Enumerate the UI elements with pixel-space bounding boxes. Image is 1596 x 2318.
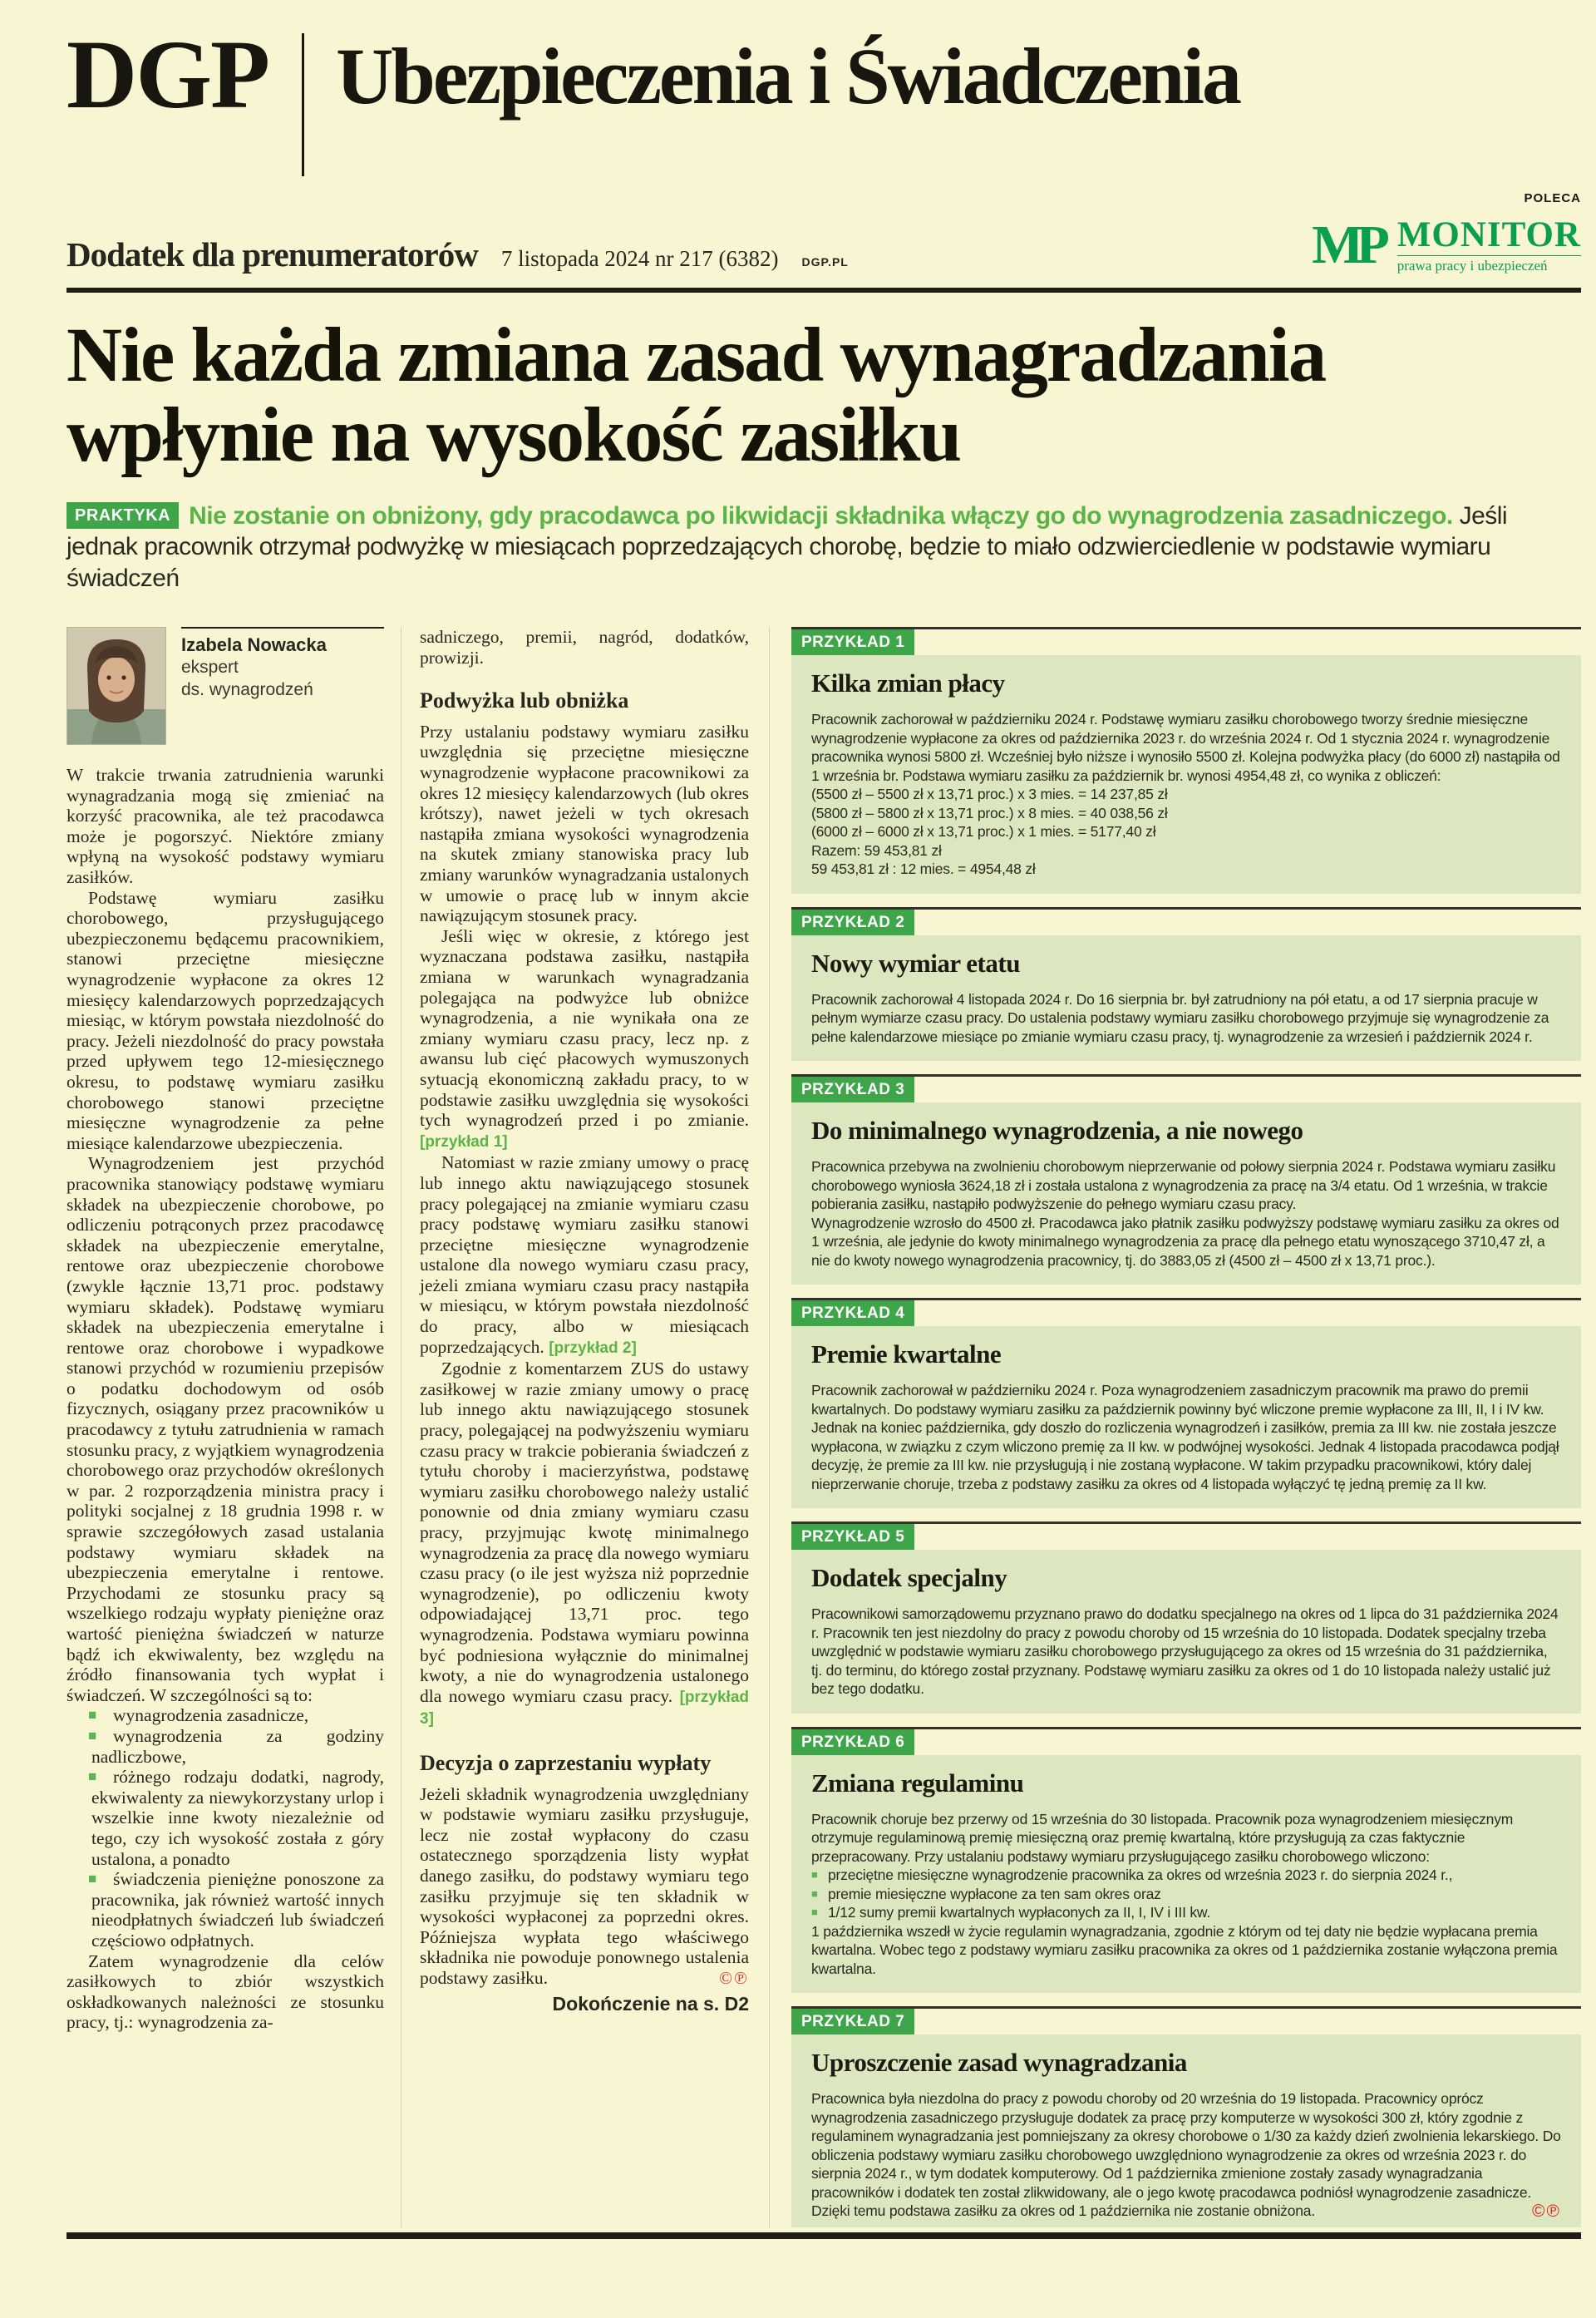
example-box-5 [791, 1521, 1581, 1714]
col2-paragraph-5: Jeżeli składnik wynagrodzenia uwzględniany w podstawie wymiaru zasiłku przysługuje, lecz nie został wypłacony do czasu ostatecznego sporządzenia listy wypłat danego zasiłku, do podstawy wymiaru tego zasiłku przyjmuje się ten składnik w wysokości wypłaconej za poprzedni okres. Późniejsza wypłata tego właściwego składnika nie powoduje ponownego ustalenia podstawy zasiłku. [420, 1783, 749, 1988]
author-role-1: ekspert [181, 657, 239, 677]
author-role-2: ds. wynagrodzeń [181, 679, 313, 699]
praktyka-badge: PRAKTYKA [66, 502, 179, 529]
example-box-7 [791, 2006, 1581, 2227]
column-2 [401, 627, 770, 2227]
example-6-body: Pracownik choruje bez przerwy od 15 września do 30 listopada. Pracownik poza wynagrodzeniem miesięcznym otrzymuje regulaminową premię miesięczną oraz premię kwartalną, które przysługują za czas faktycznie przepracowany. Przy ustalaniu podstawy wymiaru przysługującego zasiłku chorobowego wliczono: [811, 1810, 1514, 1865]
col2-paragraph-1: Przy ustalaniu podstawy wymiaru zasiłku uwzględnia się przeciętne miesięczne wynagrodzenie wypłacone pracownikowi za okres 12 miesięcy kalendarzowych (lub okres krótszy), nawet jeżeli w tych okresach nastąpiła zmiana wysokości wynagrodzenia na skutek zmiany stanowiska pracy lub zmiany warunków wynagradzania ustalonych w umowie o pracę lub w innym akcie nawiązującym stosunek pracy. [420, 721, 749, 926]
footer-rule [66, 2232, 1581, 2239]
example-3-body2: Wynagrodzenie wzrosło do 4500 zł. Pracodawca jako płatnik zasiłku podwyższy podstawę wymiaru zasiłku za okres od 1 września, ale jedynie do kwoty minimalnego wynagrodzenia za pracę dla pełnego etatu wynoszącego 3710,47 zł, a nie do kwoty nowego wynagrodzenia pracownicy, tj. do 3883,05 zł (4500 zł – 4500 zł x 13,71 proc.). [811, 1214, 1559, 1269]
site-label: DGP.PL [801, 255, 849, 269]
example-5-badge: PRZYKŁAD 5 [791, 1524, 914, 1550]
example-2-title: Nowy wymiar etatu [811, 948, 1020, 978]
example-5-title: Dodatek specjalny [811, 1563, 1007, 1593]
col2-paragraph-4 [420, 1359, 749, 1730]
example-6-bullet-2: ■ premie miesięczne wypłacone za ten sam okres oraz [811, 1885, 1561, 1904]
col2-paragraph-0: sadniczego, premii, nagród, dodatków, prowizji. [420, 627, 749, 668]
section-title: Ubezpieczenia i Świadczenia [336, 32, 1239, 121]
col1-paragraph-3: Wynagrodzeniem jest przychód pracownika stanowiący podstawę wymiaru składek na ubezpieczenie chorobowe, po odliczeniu potrąconych przez pracodawcę składek na ubezpieczenie emerytalne, rentowe oraz ubezpieczenie chorobowe (zwykle łącznie 13,71 proc. podstawy wymiaru składek). Podstawę wymiaru składek na ubezpieczenia emerytalne i rentowe oraz chorobowe i wypadkowe stanowi przychód w rozumieniu przepisów o podatku dochodowym od osób fizycznych, osiągany przez pracowników u pracodawcy z tytułu zatrudnienia w ramach stosunku pracy, z wyjątkiem wynagrodzenia chorobowego oraz przychodów określonych w par. 2 rozporządzenia ministra pracy i polityki socjalnej z 18 grudnia 1998 r. w sprawie szczegółowych zasad ustalania podstawy wymiaru składek na ubezpieczenia emerytalne i rentowe. Przychodami ze stosunku pracy są wszelkiego rodzaju wypłaty pieniężne oraz wartość pieniężna świadczeń w naturze bądź ich ekwiwalenty, bez względu na źródło finansowania tych wypłat i świadczeń. W szczególności są to: [66, 1153, 384, 1705]
header-rule [66, 288, 1581, 293]
lead-highlight: Nie zostanie on obniżony, gdy pracodawca po likwidacji składnika włączy go do wynagrodzenia zasadniczego. [189, 501, 1453, 530]
example-2-ref: [przykład 2] [549, 1339, 637, 1357]
col1-bullet-1: ■ wynagrodzenia zasadnicze, [66, 1705, 384, 1726]
example-3-body: Pracownica przebywa na zwolnieniu chorobowym nieprzerwanie od połowy sierpnia 2024 r. Podstawa wymiaru zasiłku chorobowego wyniosła 3624,18 zł i została ustalona z wynagrodzenia za pracę na 3/4 etatu. Od 1 września, w trakcie pobierania zasiłku, nastąpiło podwyższenie do pełnego wymiaru czasu pracy. [811, 1158, 1556, 1213]
col2-paragraph-3-text: Natomiast w razie zmiany umowy o pracę lub innego aktu nawiązującego stosunek pracy polegającej na zmianie wymiaru czasu pracy podstawę wymiaru zasiłku stanowi przeciętne miesięczne wynagrodzenie ustalone dla nowego wymiaru czasu pracy, jeżeli zmiana wymiaru czasu pracy nastąpiła w miesiącu, w którym powstała niezdolność do pracy, albo w miesiącach poprzedzających. [420, 1152, 749, 1357]
poleca-block [1312, 191, 1581, 274]
example-1-calc-5: 59 453,81 zł : 12 mies. = 4954,48 zł [811, 861, 1036, 878]
example-1-body: Pracownik zachorował w październiku 2024 r. Podstawę wymiaru zasiłku chorobowego tworzy średnie miesięczne wynagrodzenie wypłacone za okres od października 2023 r. do września 2024 r. Od 1 stycznia 2024 r. wynagrodzenie pracownika wynosi 5800 zł. Wcześniej było niższe i wynosiło 5500 zł. Kolejna podwyżka płacy (do 6000 zł) nastąpiła od 1 września br. Podstawa wymiaru zasiłku za październik br. wynosi 4954,48 zł, co wynika z obliczeń: [811, 711, 1560, 784]
headline-line2: wpłynie na wysokość zasiłku [66, 392, 961, 478]
dgp-logo: DGP [66, 20, 269, 129]
example-3-badge: PRZYKŁAD 3 [791, 1077, 914, 1102]
example-box-1 [791, 627, 1581, 894]
examples-column [770, 627, 1581, 2227]
monitor-tagline: prawa pracy i ubezpieczeń [1397, 255, 1581, 274]
col1-paragraph-2: Podstawę wymiaru zasiłku chorobowego, przysługującego ubezpieczonemu będącemu pracownikiem, stanowi przeciętne miesięczne wynagrodzenie wypłacone za okres 12 miesięcy kalendarzowych poprzedzających miesiąc, w którym powstała niezdolność do pracy. Jeżeli niezdolność do pracy powstała przed upływem tego 12-miesięcznego okresu, to podstawę wymiaru zasiłku chorobowego stanowi przeciętne miesięczne wynagrodzenie za pełne miesiące kalendarzowe ubezpieczenia. [66, 887, 384, 1153]
mp-logo: MP [1312, 215, 1382, 276]
copyright-icon: ©℗ [719, 1968, 749, 1989]
author-name: Izabela Nowacka [181, 634, 327, 656]
example-7-title: Uproszczenie zasad wynagradzania [811, 2048, 1187, 2078]
lead-rest: Jeśli jednak pracownik otrzymał podwyżkę w miesiącach poprzedzających chorobę, będzie to miało odzwierciedlenie w podstawie wymiaru świadczeń [66, 501, 1508, 592]
example-6-title: Zmiana regulaminu [811, 1768, 1024, 1798]
example-6-badge: PRZYKŁAD 6 [791, 1729, 914, 1755]
example-7-copyright-icon: ©℗ [1532, 2201, 1561, 2221]
example-1-ref: [przykład 1] [420, 1132, 508, 1151]
example-4-title: Premie kwartalne [811, 1339, 1002, 1369]
example-7-badge: PRZYKŁAD 7 [791, 2009, 914, 2034]
example-5-body: Pracownikowi samorządowemu przyznano prawo do dodatku specjalnego na okres od 1 lipca do 31 października 2024 r. Pracownik ten jest niezdolny do pracy z powodu choroby od 15 września do 10 listopada. Dodatek specjalny trzeba uwzględnić w podstawie wymiaru zasiłku chorobowego przysługującego za okres od 15 września do 31 października, tj. do terminu, do którego został przyznany. Podstawę wymiaru zasiłku za okres od 1 do 10 listopada należy ustalić już bez tego dodatku. [811, 1605, 1559, 1698]
example-7-body: Pracownica była niezdolna do pracy z powodu choroby od 20 września do 19 listopada. Pracownicy oprócz wynagrodzenia zasadniczego przysługuje dodatek za pracę przy komputerze w wysokości 300 zł, który zgodnie z regulaminem wynagradzania jest pomniejszany za okresy chorobowe o 1/30 za każdy dzień zwolnienia lekarskiego. Do obliczenia podstawy wymiaru zasiłku chorobowego uwzględniono wynagrodzenie za okres od września 2023 r. do sierpnia 2024 r., w tym dodatek komputerowy. Od 1 października zmienione zostały zasady wynagradzania pracowników i dodatek ten został zlikwidowany, ale o jego kwotę pracodawca podniósł wynagrodzenie zasadnicze. Dzięki temu podstawa zasiłku za okres od 1 października nie zostanie obniżona. [811, 2090, 1561, 2220]
example-6-body2: 1 października wszedł w życie regulamin wynagradzania, zgodnie z którym od tej daty nie będzie wypłacana premia kwartalna. Wobec tego z podstawy wymiaru zasiłku pracownika za okres od 1 października zostanie wyłączona premia kwartalna. [811, 1922, 1558, 1977]
col2-paragraph-2-text: Jeśli więc w okresie, z którego jest wyznaczana podstawa zasiłku, nastąpiła zmiana w warunkach wynagradzania polegająca na podwyżce lub obniżce wynagrodzenia, a nie wynikała ona ze zmiany wymiaru czasu pracy, lecz np. z awansu lub cięć płacowych wymuszonych sytuacją ekonomiczną zakładu pracy, to w podstawie zasiłku uwzględnia się wysokości tych wynagrodzeń przed i po zmianie. [420, 925, 749, 1131]
example-1-calc-3: (6000 zł – 6000 zł x 13,71 proc.) x 1 mies. = 5177,40 zł [811, 823, 1156, 841]
col2-subhead-1: Podwyżka lub obniżka [420, 688, 629, 713]
masthead [66, 20, 1581, 176]
col2-paragraph-2 [420, 926, 749, 1153]
col1-bullet-3: ■ różnego rodzaju dodatki, nagrody, ekwiwalenty za niewykorzystany urlop i wszelkie inne kwoty niezależnie od tego, czy ich wysokość została z góry ustalona, a ponadto [66, 1767, 384, 1869]
continuation-note: Dokończenie na s. D2 [552, 1993, 749, 2015]
poleca-label: POLECA [1524, 191, 1581, 205]
example-2-badge: PRZYKŁAD 2 [791, 910, 914, 935]
monitor-logo: MONITOR [1396, 215, 1581, 254]
col2-paragraph-3 [420, 1152, 749, 1359]
example-1-calc-1: (5500 zł – 5500 zł x 13,71 proc.) x 3 mies. = 14 237,85 zł [811, 786, 1168, 803]
example-box-3 [791, 1074, 1581, 1285]
col1-paragraph-4: Zatem wynagrodzenie dla celów zasiłkowych to zbiór wszystkich oskładkowanych należności ze stosunku pracy, tj.: wynagrodzenia za- [66, 1951, 384, 2033]
col1-paragraph-1: W trakcie trwania zatrudnienia warunki wynagradzania mogą się zmieniać na korzyść pracownika, ale też pracodawca może je pogorszyć. Niektóre zmiany wpłyną na wysokość podstawy wymiaru zasiłków. [66, 765, 384, 888]
example-box-4 [791, 1298, 1581, 1508]
col1-bullet-2: ■ wynagrodzenia za godziny nadliczbowe, [66, 1726, 384, 1767]
example-2-body: Pracownik zachorował 4 listopada 2024 r. Do 16 sierpnia br. był zatrudniony na pół etatu, a od 17 sierpnia pracuje w pełnym wymiarze czasu pracy. Do ustalenia podstawy wymiaru zasiłku chorobowego przyjmuje się wynagrodzenie za pełne kalendarzowe miesiące po zmianie wymiaru czasu pracy, tj. wynagrodzenie za wrzesień i październik 2024 r. [811, 990, 1549, 1045]
issue-info: 7 listopada 2024 nr 217 (6382) [500, 246, 779, 271]
content-area [66, 627, 1581, 2227]
col2-subhead-2: Decyzja o zaprzestaniu wypłaty [420, 1750, 712, 1775]
example-1-title: Kilka zmian płacy [811, 668, 1005, 698]
example-4-body: Pracownik zachorował w październiku 2024 r. Poza wynagrodzeniem zasadniczym pracownik ma prawo do premii kwartalnych. Do podstawy wymiaru zasiłku za październik powinny być wliczone premie wypłacone za III, II, I i IV kw. Jednak na koniec października, gdy doszło do rozliczenia wynagrodzeń i zasiłków, premia za III kw. nie została jeszcze wypłacona, w związku z czym wliczono premię za II kw. w podwójnej wysokości. Jednak 4 listopada pracodawca podjął decyzję, że premie za III kw. nie przysługują i nie zostaną wypłacone. W takim przypadku pracownikowi, który dalej nieprzerwanie choruje, trzeba z podstawy zasiłku za okres od 4 listopada wyłączyć tę jedną premię za II kw. [811, 1382, 1559, 1492]
example-3-ref: [przykład 3] [420, 1688, 749, 1729]
masthead-divider [302, 33, 304, 176]
author-meta [181, 627, 384, 745]
column-1 [66, 627, 401, 2227]
example-1-badge: PRZYKŁAD 1 [791, 629, 914, 655]
headline-line1: Nie każda zmiana zasad wynagradzania [66, 313, 1326, 398]
example-6-bullet-3: ■ 1/12 sumy premii kwartalnych wypłaconych za II, I, IV i III kw. [811, 1903, 1561, 1922]
lead-paragraph [66, 501, 1581, 594]
example-1-calc-4: Razem: 59 453,81 zł [811, 841, 942, 859]
example-3-title: Do minimalnego wynagrodzenia, a nie nowego [811, 1116, 1303, 1146]
author-photo [66, 627, 166, 745]
col1-bullet-4: ■ świadczenia pieniężne ponoszone za pracownika, jak również wartość innych nieodpłatnych świadczeń lub świadczeń częściowo odpłatnych. [66, 1869, 384, 1951]
example-1-calc-2: (5800 zł – 5800 zł x 13,71 proc.) x 8 mies. = 40 038,56 zł [811, 804, 1168, 821]
example-4-badge: PRZYKŁAD 4 [791, 1300, 914, 1326]
example-box-6 [791, 1727, 1581, 1994]
supplement-label: Dodatek dla prenumeratorów [66, 235, 478, 274]
page-title [66, 313, 1581, 478]
example-6-bullet-1: ■ przeciętne miesięczne wynagrodzenie pracownika za okres od września 2023 r. do sierpnia 2024 r., [811, 1866, 1561, 1885]
col2-paragraph-4-text: Zgodnie z komentarzem ZUS do ustawy zasiłkowej w razie zmiany umowy o pracę lub innego aktu nawiązującego stosunek pracy, polegającej na podwyższeniu wymiaru czasu pracy w trakcie pobierania świadczeń z tytułu choroby i macierzyństwa, podstawę wymiaru zasiłku chorobowego należy ustalić ponownie od dnia zmiany wymiaru czasu pracy, przyjmując kwotę minimalnego wynagrodzenia za pracę dla nowego wymiaru czasu pracy (o ile jest wyższa niż poprzednie wynagrodzenie), po odliczeniu kwoty odpowiadającej 13,71 proc. tego wynagrodzenia. Podstawa wymiaru powinna być podniesiona wyłącznie do minimalnej kwoty, a nie do wynagrodzenia ustalonego dla nowego wymiaru czasu pracy. [420, 1359, 749, 1706]
example-box-2 [791, 907, 1581, 1062]
author-block [66, 627, 384, 745]
masthead-subrow [66, 191, 1581, 274]
